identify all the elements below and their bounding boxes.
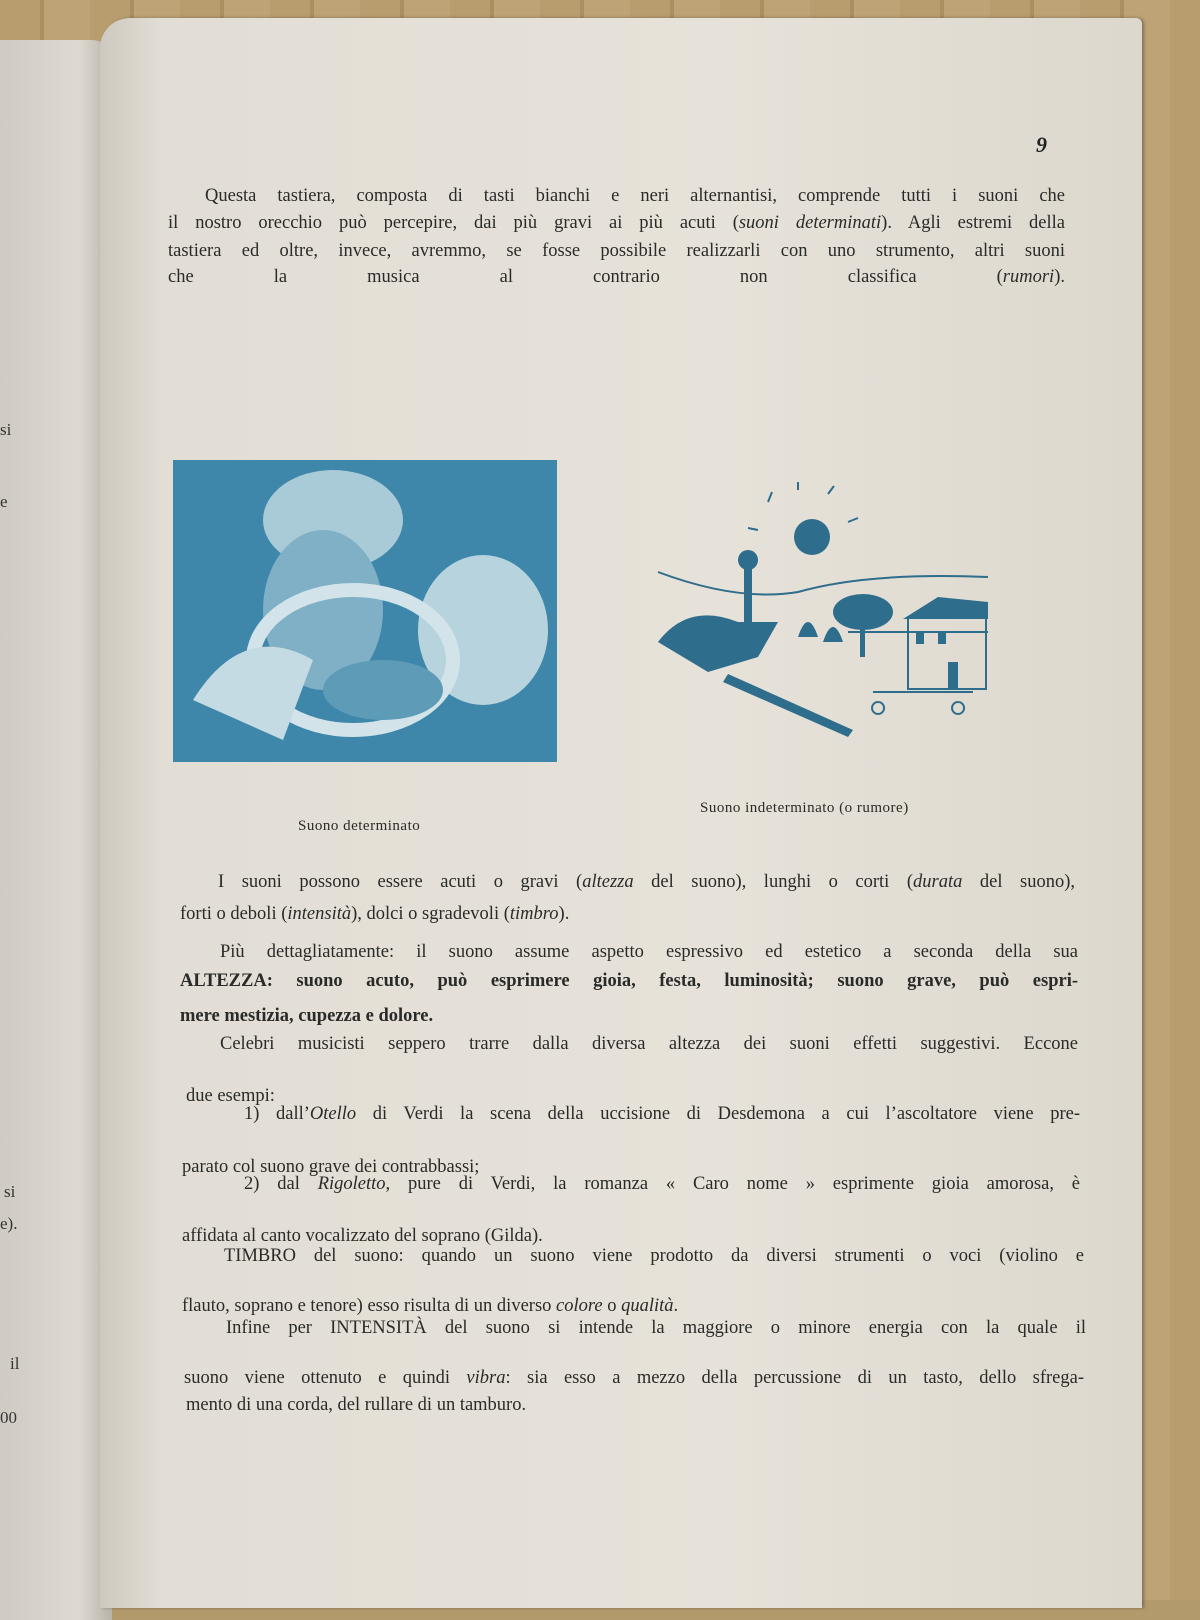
- text-segment: affidata al canto vocalizzato del soprano (Gilda).: [182, 1226, 543, 1246]
- text-line: [184, 1368, 1084, 1389]
- text-line: [205, 186, 1065, 207]
- text-segment: ).: [1054, 267, 1065, 287]
- text-segment: timbro: [509, 904, 559, 924]
- left-page-fragment: 00: [0, 1408, 17, 1427]
- text-segment: rumori: [1002, 267, 1055, 287]
- text-line: [180, 971, 1078, 992]
- left-page-fragment: e: [0, 492, 8, 511]
- countryside-drawing: [648, 482, 993, 747]
- text-segment: tastiera ed oltre, invece, avremmo, se fosse possibile realizzarli con uno strumento, altri suoni: [168, 241, 1065, 261]
- text-segment: Infine per INTENSITÀ del suono si intende la maggiore o minore energia con la quale il: [226, 1318, 1086, 1338]
- text-line: [168, 213, 1065, 234]
- text-segment: qualità: [621, 1296, 674, 1316]
- horn-player-photo: [173, 460, 557, 762]
- text-segment: ), dolci o sgradevoli (: [351, 904, 510, 924]
- text-segment: ALTEZZA: suono acuto, può esprimere gioia, festa, luminosità; suono grave, può espri-: [180, 971, 1078, 991]
- text-segment: altezza: [582, 872, 634, 892]
- left-page-fragment: il: [10, 1354, 20, 1373]
- text-segment: intensità: [287, 904, 352, 924]
- text-segment: suoni determinati: [738, 213, 882, 233]
- page-number: 9: [1036, 132, 1047, 157]
- text-line: [182, 1296, 678, 1317]
- left-page-edge: [0, 40, 112, 1620]
- text-segment: mento di una corda, del rullare di un tamburo.: [186, 1395, 527, 1415]
- text-segment: che la musica al contrario non classifica (: [168, 267, 1003, 287]
- text-segment: parato col suono grave dei contrabbassi;: [182, 1157, 480, 1177]
- left-page-fragment: si: [4, 1182, 16, 1201]
- text-segment: Questa tastiera, composta di tasti bianchi e neri alternantisi, comprende tutti i suoni che: [205, 186, 1065, 206]
- text-line: [244, 1174, 1080, 1195]
- text-segment: TIMBRO del suono: quando un suono viene prodotto da diversi strumenti o voci (violino e: [224, 1246, 1084, 1266]
- text-line: [220, 942, 1078, 963]
- text-line: [220, 1034, 1078, 1055]
- text-line: [244, 1104, 1080, 1125]
- text-segment: Celebri musicisti seppero trarre dalla diversa altezza dei suoni effetti suggestivi. Eccone: [220, 1034, 1078, 1054]
- text-segment: ).: [558, 904, 570, 924]
- left-page-fragment: e).: [0, 1214, 18, 1233]
- text-segment: suono viene ottenuto e quindi: [184, 1368, 467, 1388]
- text-segment: Otello: [309, 1104, 357, 1124]
- text-line: [182, 1226, 543, 1247]
- text-segment: mere mestizia, cupezza e dolore.: [180, 1006, 434, 1026]
- text-segment: il nostro orecchio può percepire, dai più gravi ai più acuti (: [168, 213, 739, 233]
- text-segment: di Verdi la scena della uccisione di Desdemona a cui l’ascoltatore viene pre-: [356, 1104, 1080, 1124]
- text-segment: I suoni possono essere acuti o gravi (: [218, 872, 583, 892]
- text-segment: o: [602, 1296, 622, 1316]
- text-line: [218, 872, 1075, 893]
- text-line: [180, 1006, 433, 1027]
- text-segment: Rigoletto: [317, 1174, 386, 1194]
- text-segment: durata: [913, 872, 963, 892]
- text-segment: , pure di Verdi, la romanza « Caro nome » esprimente gioia amorosa, è: [385, 1174, 1080, 1194]
- text-segment: colore: [556, 1296, 603, 1316]
- text-segment: forti o deboli (: [180, 904, 288, 924]
- text-segment: : sia esso a mezzo della percussione di un tasto, dello sfrega-: [505, 1368, 1084, 1388]
- text-segment: 1) dall’: [244, 1104, 310, 1124]
- text-line: [168, 241, 1065, 262]
- text-segment: Più dettagliatamente: il suono assume aspetto espressivo ed estetico a seconda della sua: [220, 942, 1078, 962]
- caption-determined-sound: Suono determinato: [298, 818, 421, 834]
- text-segment: del suono),: [962, 872, 1075, 892]
- text-line: [180, 904, 569, 925]
- text-line: [224, 1246, 1084, 1267]
- text-segment: 2) dal: [244, 1174, 318, 1194]
- text-segment: del suono), lunghi o corti (: [633, 872, 913, 892]
- text-line: [226, 1318, 1086, 1339]
- left-page-fragment: si: [0, 420, 12, 439]
- text-segment: flauto, soprano e tenore) esso risulta di un diverso: [182, 1296, 557, 1316]
- text-segment: vibra: [466, 1368, 506, 1388]
- text-segment: .: [673, 1296, 679, 1316]
- text-segment: due esempi:: [186, 1086, 275, 1106]
- text-line: [168, 267, 1065, 288]
- caption-undetermined-sound: Suono indeterminato (o rumore): [700, 800, 909, 816]
- text-segment: ). Agli estremi della: [881, 213, 1065, 233]
- text-line: [186, 1395, 526, 1416]
